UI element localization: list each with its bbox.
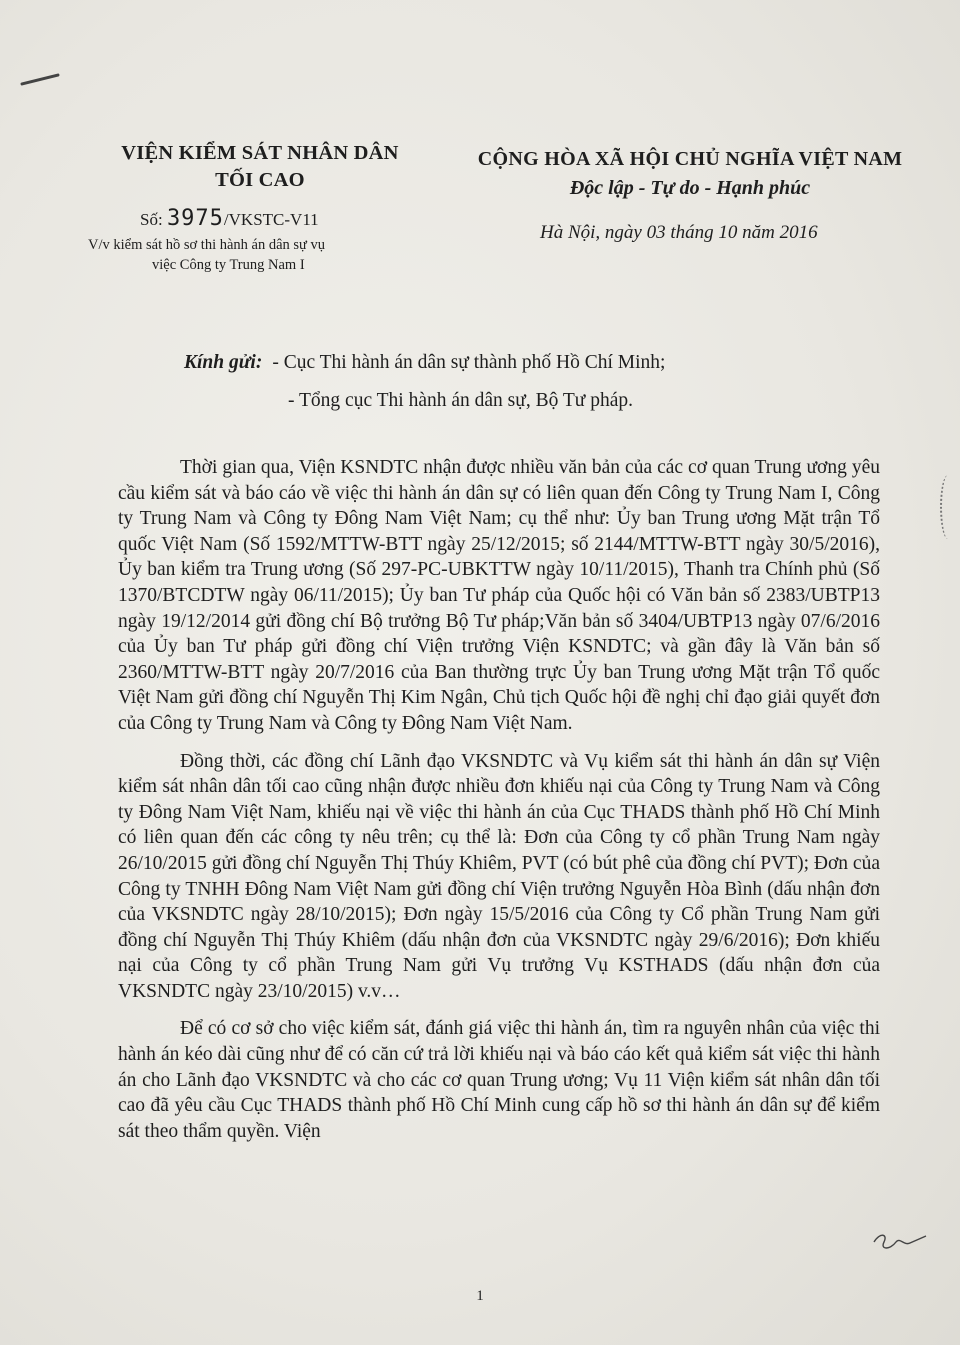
body-paragraph-1: Thời gian qua, Viện KSNDTC nhận được nhiều văn bản của các cơ quan Trung ương yêu cầu kiểm sát và báo cáo về việc thi hành án dân sự có liên quan đến Công ty Trung Nam I, Công ty Trung Nam và Công ty Đông Nam Việt Nam; cụ thể như: Ủy ban Trung ương Mặt trận Tổ quốc Việt Nam (Số 1592/MTTW-BTT ngày 25/12/2015; số 2144/MTTW-BTT ngày 30/5/2016), Ủy ban kiểm tra Trung ương (Số 297-PC-UBKTTW ngày 10/11/2015), Thanh tra Chính phủ (Số 1370/BTCDTW ngày 06/11/2015); Ủy ban Tư pháp của Quốc hội có Văn bản số 2383/UBTP13 ngày 19/12/2014 gửi đồng chí Bộ trưởng Bộ Tư pháp;Văn bản số 3404/UBTP13 ngày 07/6/2016 của Ủy ban Tư pháp gửi đồng chí Viện trưởng Viện KSNDTC; và gần đây là Văn bản số 2360/MTTW-BTT ngày 20/7/2016 của Ban thường trực Ủy ban Trung ương Mặt trận Tổ quốc Việt Nam gửi đồng chí Nguyễn Thị Kim Ngân, Chủ tịch Quốc hội đề nghị chỉ đạo giải quyết đơn của Công ty Trung Nam và Công ty Đông Nam Việt Nam. (118, 457, 880, 734)
agency-name-line1: VIỆN KIỂM SÁT NHÂN DÂN (121, 142, 399, 164)
recipients-label: Kính gửi: (184, 352, 263, 373)
issuing-agency-block (60, 140, 460, 275)
page-number: 1 (476, 1288, 484, 1304)
handwritten-initial-icon (870, 1228, 930, 1256)
document-number-label: Số: (140, 210, 163, 229)
document-body (118, 455, 880, 1156)
body-paragraph-3: Để có cơ sở cho việc kiểm sát, đánh giá việc thi hành án, tìm ra nguyên nhân của việc thi hành án kéo dài cũng như để có căn cứ trả lời khiếu nại và báo cáo kết quả kiểm sát việc thi hành án cho Lãnh đạo VKSNDTC và cho các cơ quan Trung ương; Vụ 11 Viện kiểm sát nhân dân tối cao đã yêu cầu Cục THADS thành phố Hồ Chí Minh cung cấp hồ sơ thi hành án dân sự để kiểm sát theo thẩm quyền. Viện (118, 1018, 880, 1142)
agency-name-line2: TỐI CAO (215, 169, 305, 191)
recipient-1: - Cục Thi hành án dân sự thành phố Hồ Chí Minh; (272, 352, 666, 373)
handwritten-dash-mark (20, 73, 60, 86)
document-number-suffix: /VKSTC-V11 (223, 210, 319, 229)
document-number-value: 3975 (166, 206, 224, 231)
recipient-row-1 (184, 344, 665, 382)
national-header-block (455, 145, 925, 203)
document-number (60, 206, 460, 231)
edge-stamp-mark (940, 475, 956, 539)
place-date-line: Hà Nội, ngày 03 tháng 10 năm 2016 (540, 222, 818, 243)
nation-name: CỘNG HÒA XÃ HỘI CHỦ NGHĨA VIỆT NAM (477, 148, 903, 170)
subject-line2: việc Công ty Trung Nam I (152, 257, 305, 273)
recipients-block (184, 344, 665, 420)
subject-line1: V/v kiểm sát hồ sơ thi hành án dân sự vụ (88, 237, 326, 253)
document-subject (60, 235, 460, 275)
body-paragraph-2: Đồng thời, các đồng chí Lãnh đạo VKSNDTC và Vụ kiểm sát thi hành án dân sự Viện kiểm sát nhân dân tối cao cũng nhận được nhiều đơn khiếu nại của Công ty Trung Nam và Công ty Đông Nam Việt Nam, khiếu nại về việc thi hành án của Cục THADS thành phố Hồ Chí Minh có liên quan đến các công ty nêu trên; cụ thể là: Đơn của Công ty cổ phần Trung Nam ngày 26/10/2015 gửi đồng chí Nguyễn Thị Thúy Khiêm, PVT (có bút phê của đồng chí PVT); Đơn của Công ty TNHH Đông Nam Việt Nam gửi đồng chí Viện trưởng Nguyễn Hòa Bình (dấu nhận đơn của VKSNDTC ngày 28/10/2015); Đơn ngày 15/5/2016 của Công ty Cổ phần Trung Nam gửi đồng chí Nguyễn Thị Thúy Khiêm (dấu nhận đơn của VKSNDTC ngày 29/6/2016); Đơn khiếu nại của Công ty cổ phần Trung Nam gửi Vụ trưởng Vụ KSTHADS (dấu nhận đơn của VKSNDTC ngày 23/10/2015) v.v… (118, 750, 880, 1002)
national-motto: Độc lập - Tự do - Hạnh phúc (569, 177, 811, 199)
recipient-2: - Tổng cục Thi hành án dân sự, Bộ Tư pháp. (288, 390, 634, 411)
